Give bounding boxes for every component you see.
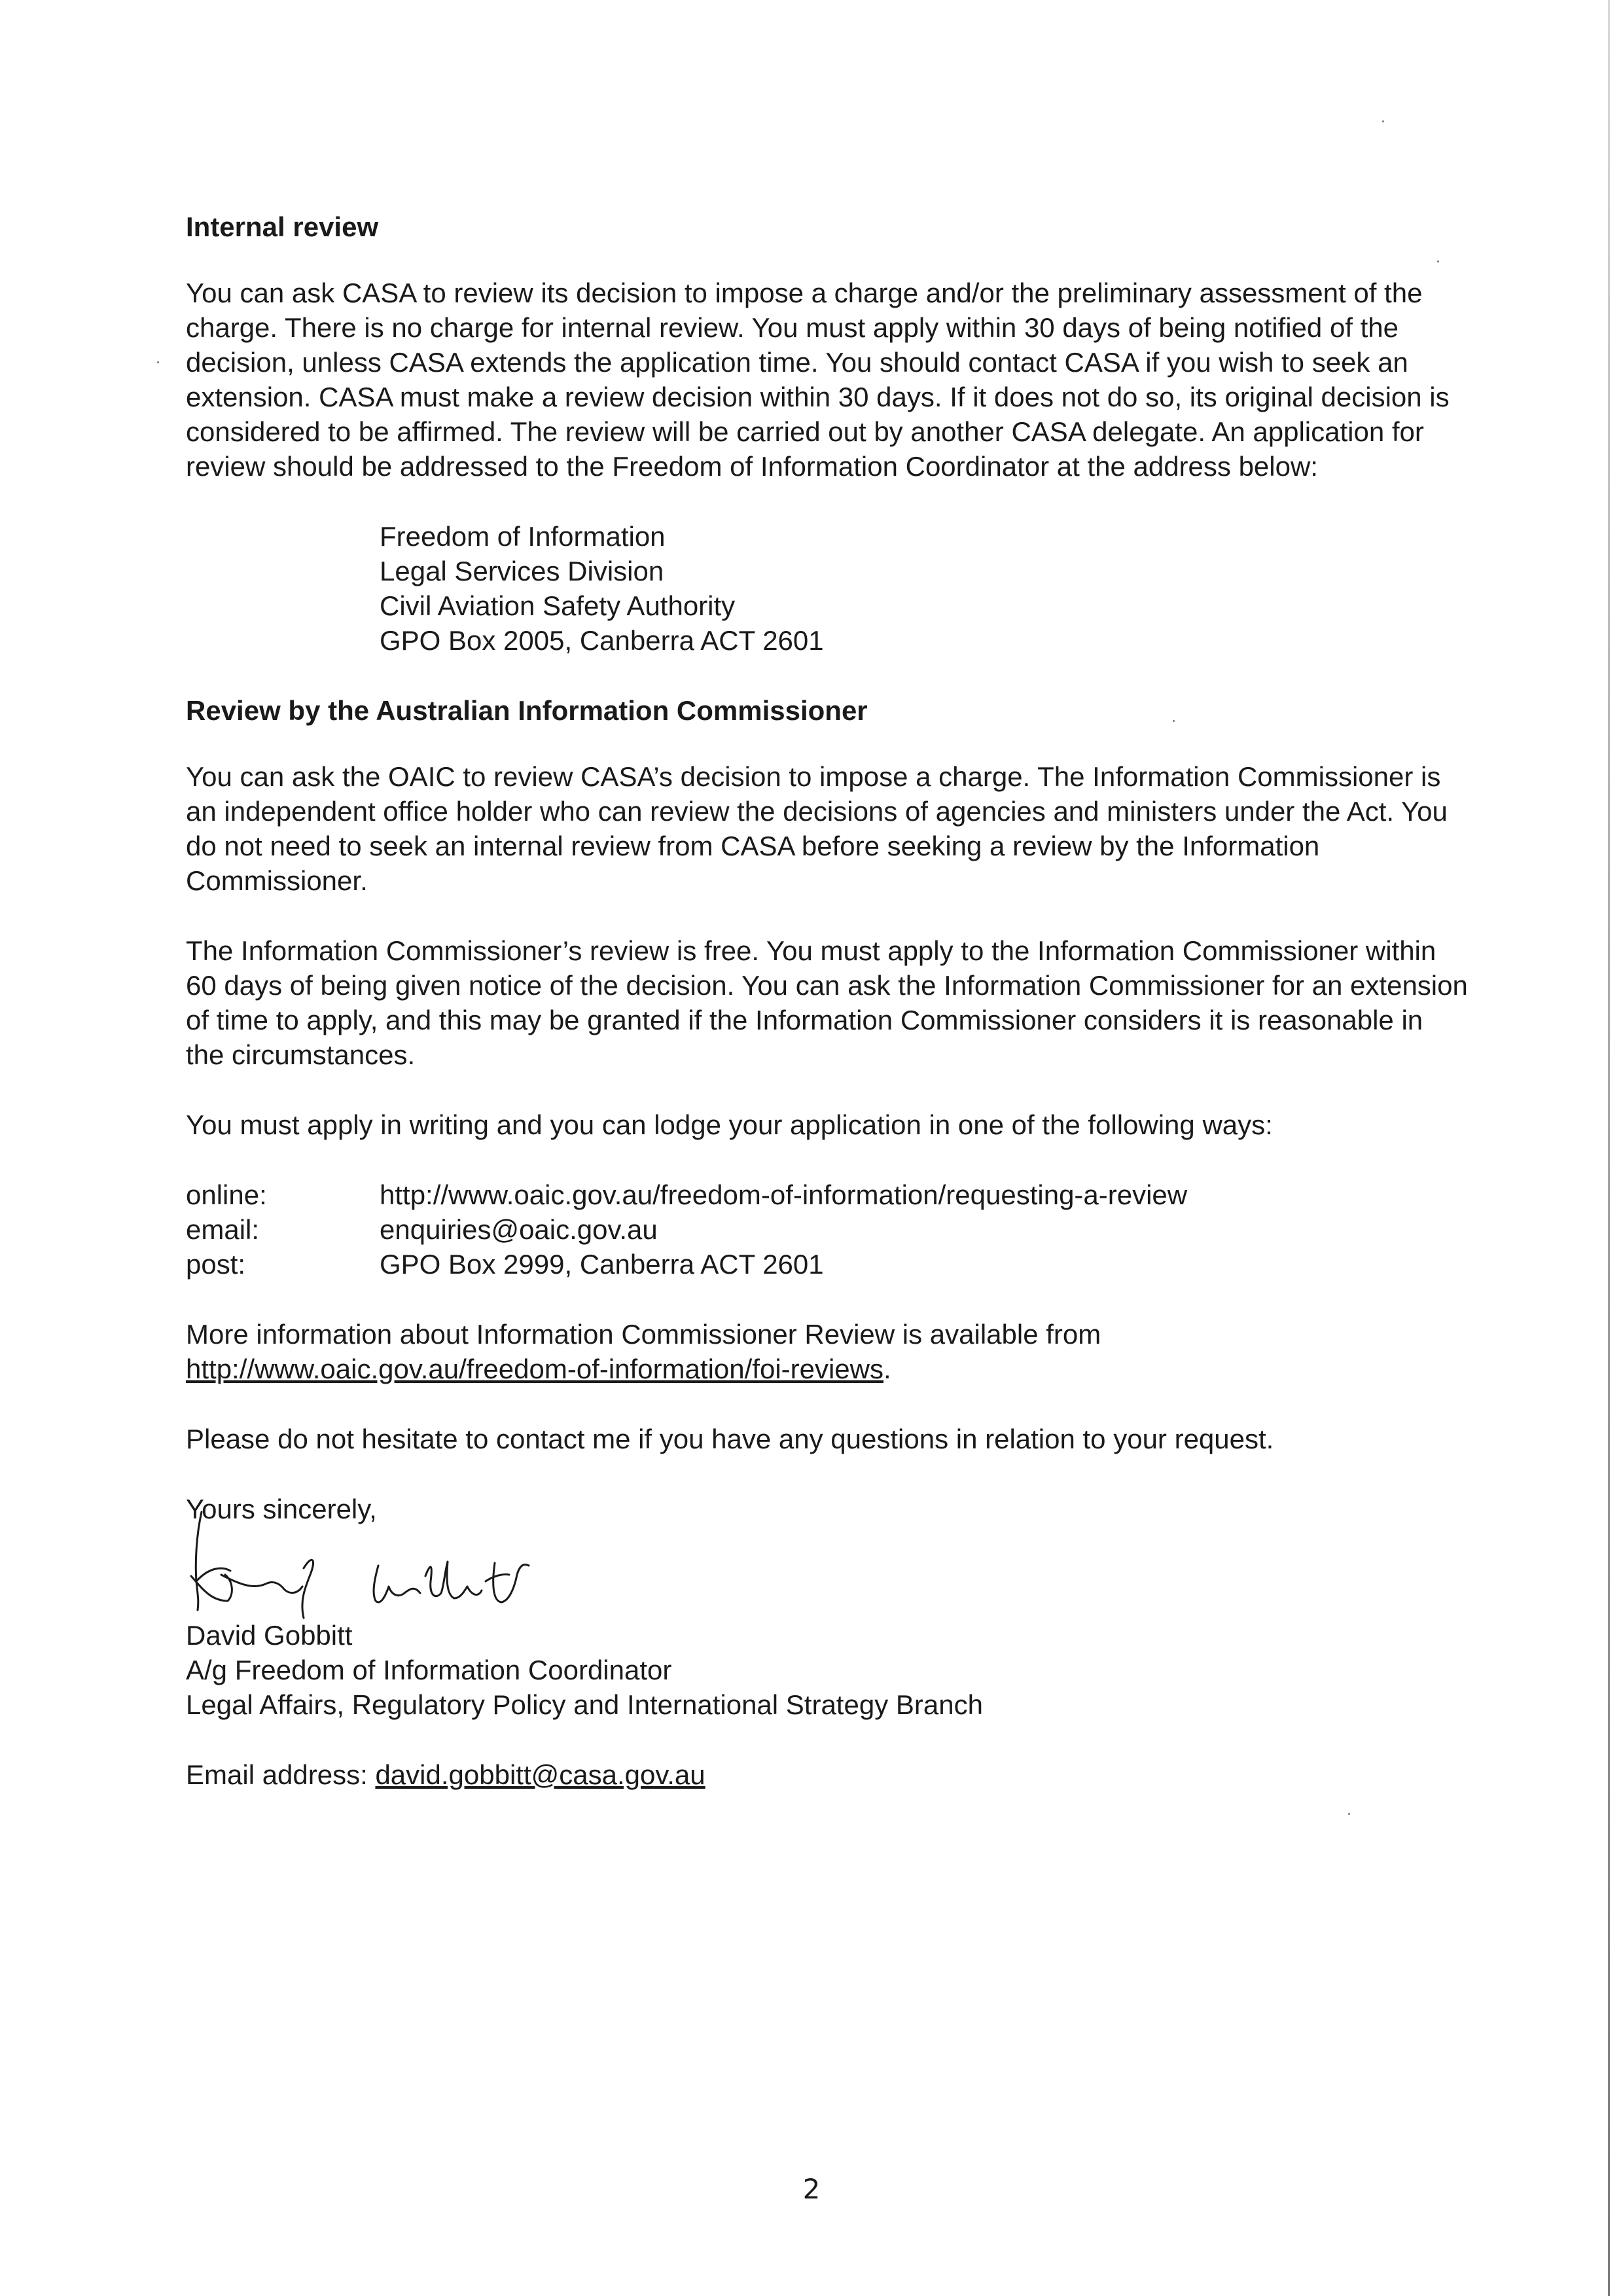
- foi-postal-address: [380, 519, 1469, 658]
- closing-section: [186, 1422, 1469, 1792]
- method-label: post:: [186, 1249, 246, 1280]
- online-url: http://www.oaic.gov.au/freedom-of-information/requesting-a-review: [380, 1179, 1188, 1210]
- commissioner-review-heading: Review by the Australian Information Commissioner: [186, 695, 868, 726]
- internal-review-heading: Internal review: [186, 211, 379, 242]
- internal-review-paragraph: You can ask CASA to review its decision to impose a charge and/or the preliminary assessment of the charge. There is no charge for internal review. You must apply within 30 days of being notified of the decision, unless CASA extends the application time. You should contact CASA if you wish to seek an extension. CASA must make a review decision within 30 days. If it does not do so, its original decision is considered to be affirmed. The review will be carried out by another CASA delegate. An application for review should be addressed to the Freedom of Information Coordinator at the address below:: [186, 278, 1450, 482]
- address-line: Legal Services Division: [380, 556, 664, 586]
- foi-reviews-link[interactable]: http://www.oaic.gov.au/freedom-of-information/foi-reviews: [186, 1354, 883, 1384]
- scan-edge-line: [1608, 0, 1610, 2296]
- internal-review-section: [186, 209, 1469, 658]
- commissioner-paragraph-2: The Information Commissioner’s review is free. You must apply to the Information Commissioner within 60 days of being given notice of the decision. You can ask the Information Commissioner for an extension of time to apply, and this may be granted if the Information Commissioner considers it is reasonable in the circumstances.: [186, 935, 1468, 1070]
- commissioner-paragraph-3: You must apply in writing and you can lodge your application in one of the following ways:: [186, 1109, 1273, 1140]
- address-line: GPO Box 2005, Canberra ACT 2601: [380, 625, 824, 656]
- signer-branch: Legal Affairs, Regulatory Policy and International Strategy Branch: [186, 1689, 983, 1720]
- address-line: Civil Aviation Safety Authority: [380, 590, 736, 621]
- method-label: online:: [186, 1179, 267, 1210]
- more-info-paragraph: [186, 1317, 1469, 1386]
- page-number: 2: [802, 2173, 821, 2205]
- contact-email: enquiries@oaic.gov.au: [380, 1214, 658, 1245]
- email-label: Email address:: [186, 1759, 376, 1790]
- letter-page: [186, 209, 1469, 1792]
- scan-speck: [1382, 120, 1384, 122]
- handwritten-signature: [182, 1503, 575, 1627]
- contact-paragraph: Please do not hesitate to contact me if you have any questions in relation to your request.: [186, 1424, 1274, 1454]
- scan-speck: [1348, 1813, 1350, 1815]
- postal-address: GPO Box 2999, Canberra ACT 2601: [380, 1249, 824, 1280]
- application-methods: [186, 1177, 1469, 1282]
- more-info-period: .: [883, 1354, 891, 1384]
- signer-block: [186, 1618, 1469, 1722]
- more-info-text: More information about Information Commissioner Review is available from: [186, 1319, 1101, 1350]
- scan-speck: [157, 361, 159, 363]
- signer-title: A/g Freedom of Information Coordinator: [186, 1655, 672, 1685]
- signer-name: David Gobbitt: [186, 1620, 353, 1651]
- commissioner-review-section: [186, 693, 1469, 1386]
- address-line: Freedom of Information: [380, 521, 666, 552]
- signature-area: [186, 1526, 1469, 1618]
- commissioner-paragraph-1: You can ask the OAIC to review CASA’s decision to impose a charge. The Information Commissioner is an independent office holder who can review the decisions of agencies and ministers under the Act. You do not need to seek an internal review from CASA before seeking a review by the Information Commissioner.: [186, 761, 1448, 896]
- email-line: [186, 1757, 1469, 1792]
- method-label: email:: [186, 1214, 260, 1245]
- salutation: Yours sincerely,: [186, 1494, 377, 1524]
- signer-email-link[interactable]: david.gobbitt@casa.gov.au: [375, 1759, 705, 1790]
